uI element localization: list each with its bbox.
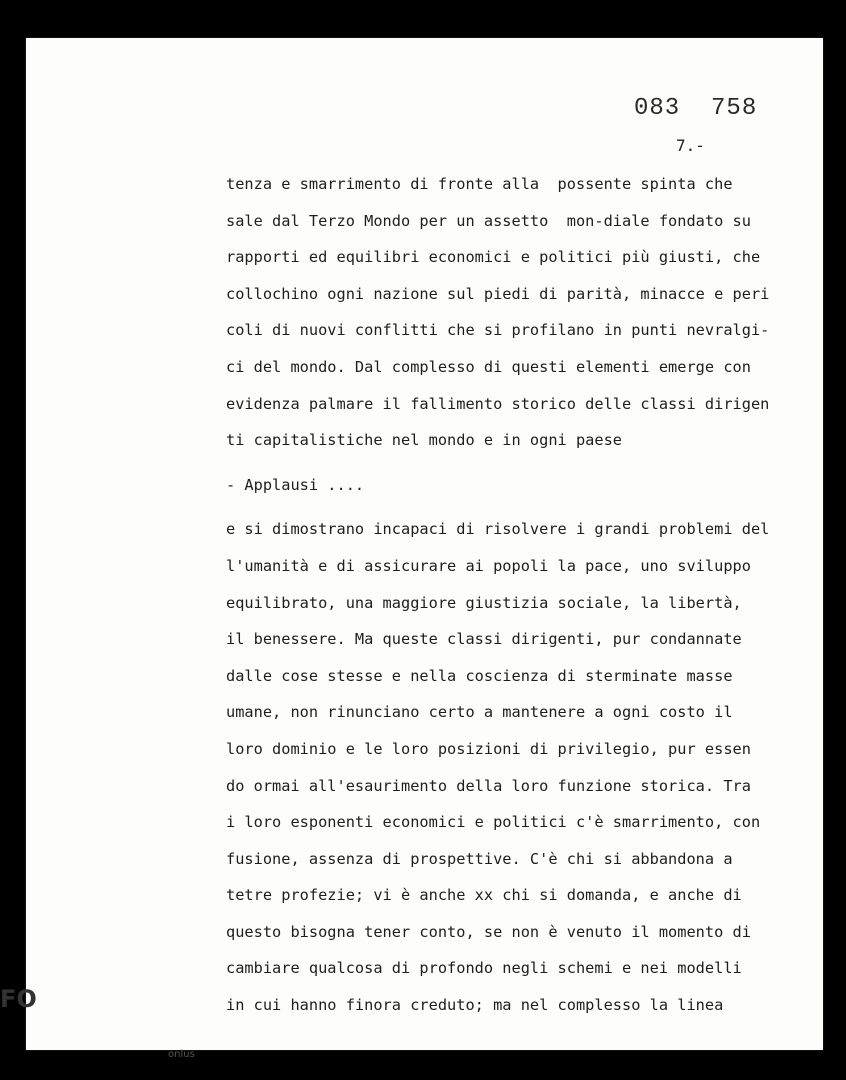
text-line: cambiare qualcosa di profondo negli schemi e nei modelli bbox=[226, 959, 742, 978]
text-line: il benessere. Ma queste classi dirigenti, pur condannate bbox=[226, 630, 742, 649]
text-line: sale dal Terzo Mondo per un assetto mon-diale fondato su bbox=[226, 211, 751, 230]
text-line: rapporti ed equilibri economici e politici più giusti, che bbox=[226, 248, 761, 267]
text-line: i loro esponenti economici e politici c'è smarrimento, con bbox=[226, 813, 761, 832]
text-line: loro dominio e le loro posizioni di privilegio, pur essen bbox=[226, 739, 751, 758]
typewritten-text bbox=[226, 172, 786, 1030]
page-number: 7.- bbox=[676, 136, 705, 155]
text-line: tetre profezie; vi è anche xx chi si domanda, e anche di bbox=[226, 886, 742, 905]
text-line: equilibrato, una maggiore giustizia sociale, la libertà, bbox=[226, 593, 742, 612]
text-line: tenza e smarrimento di fronte alla possente spinta che bbox=[226, 175, 733, 193]
text-line: fusione, assenza di prospettive. C'è chi si abbandona a bbox=[226, 849, 733, 868]
text-line: coli di nuovi conflitti che si profilano in punti nevralgi- bbox=[226, 321, 770, 340]
text-line: ci del mondo. Dal complesso di questi elementi emerge con bbox=[226, 357, 751, 376]
applause-note: - Applausi .... bbox=[226, 475, 365, 494]
text-line: ti capitalistiche nel mondo e in ogni paese bbox=[226, 431, 623, 450]
text-line: dalle cose stesse e nella coscienza di sterminate masse bbox=[226, 666, 733, 685]
text-line: l'umanità e di assicurare ai popoli la pace, uno sviluppo bbox=[226, 556, 751, 575]
text-line: evidenza palmare il fallimento storico delle classi dirigen bbox=[226, 394, 770, 413]
watermark-logo: FO bbox=[0, 985, 37, 1013]
text-line: do ormai all'esaurimento della loro funzione storica. Tra bbox=[226, 776, 751, 795]
text-line: in cui hanno finora creduto; ma nel complesso la linea bbox=[226, 996, 724, 1015]
watermark-label: onlus bbox=[168, 1049, 195, 1060]
text-line: umane, non rinunciano certo a mantenere a ogni costo il bbox=[226, 703, 733, 722]
archive-number: 083 758 bbox=[634, 95, 758, 122]
text-line: collochino ogni nazione sul piedi di parità, minacce e peri bbox=[226, 284, 770, 303]
text-line: e si dimostrano incapaci di risolvere i grandi problemi del bbox=[226, 520, 770, 539]
text-line: questo bisogna tener conto, se non è venuto il momento di bbox=[226, 922, 751, 941]
